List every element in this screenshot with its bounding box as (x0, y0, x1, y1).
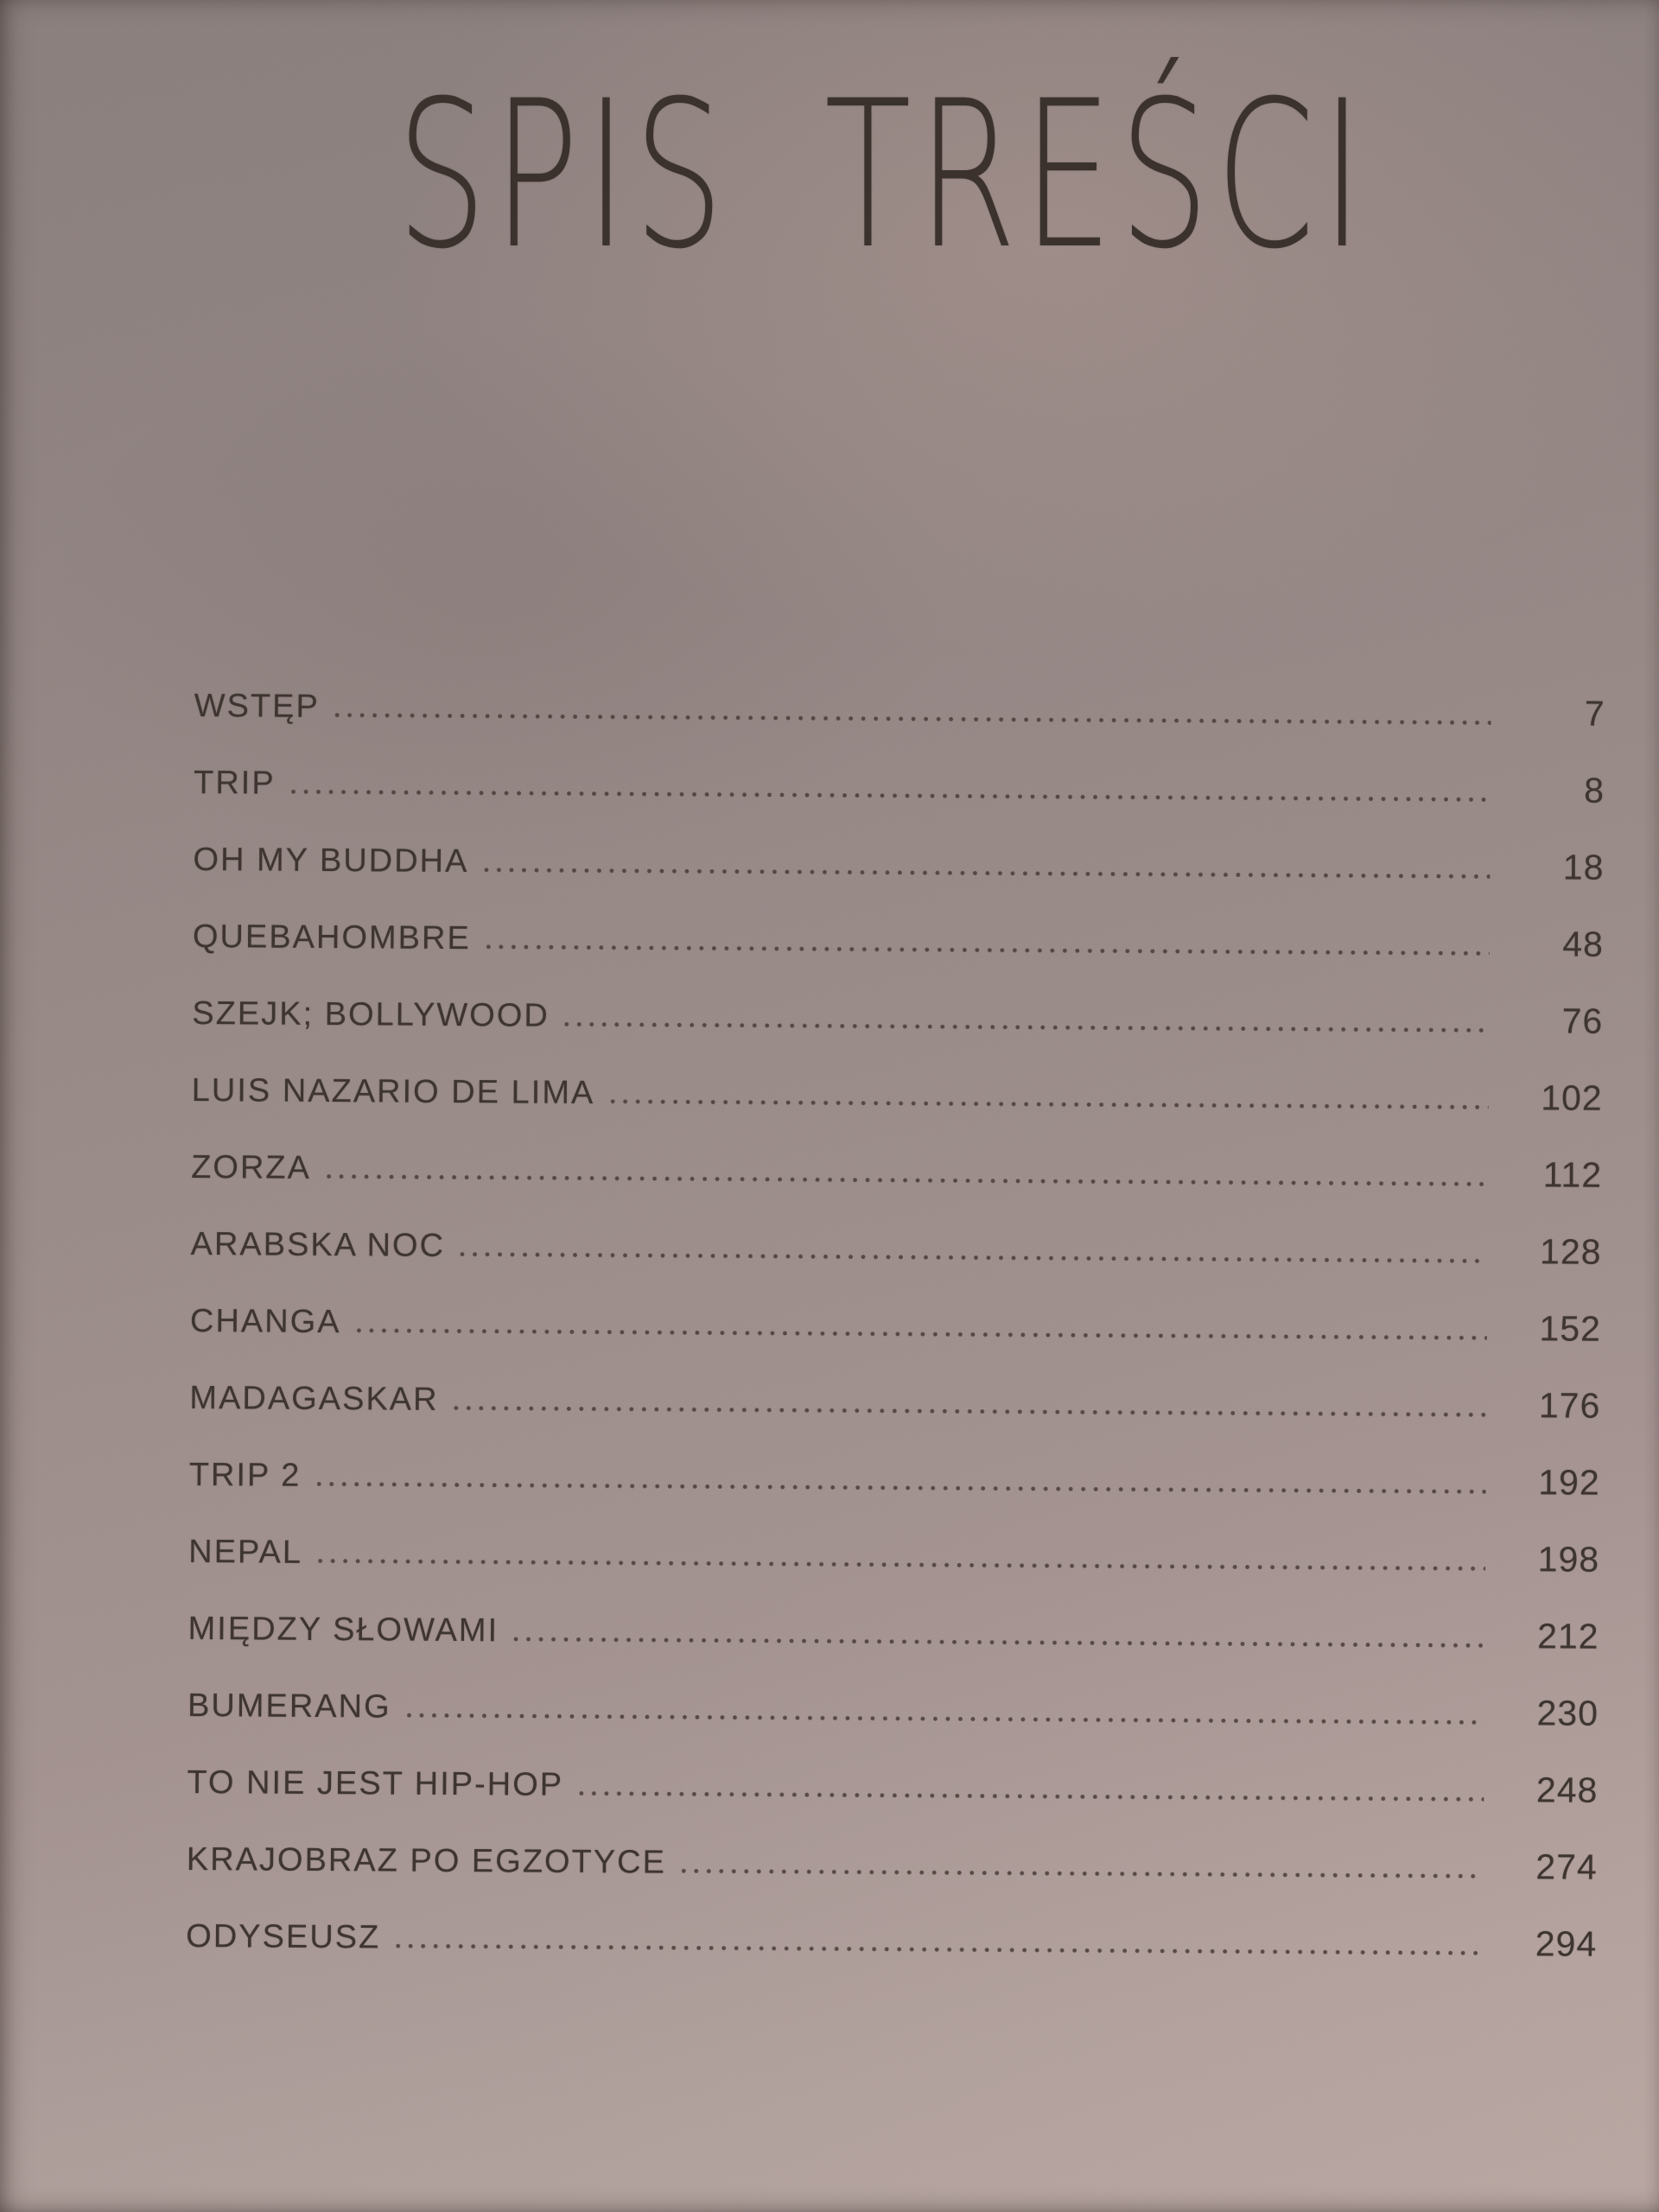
dotted-leader (454, 1406, 1486, 1417)
dotted-leader (356, 1328, 1486, 1340)
dotted-leader (682, 1869, 1484, 1878)
dotted-leader (335, 713, 1491, 725)
toc-entry (188, 1666, 1599, 1752)
toc-entry (187, 1743, 1599, 1829)
toc-entry-page: 192 (1538, 1462, 1600, 1503)
dotted-leader (316, 1482, 1485, 1494)
toc-entry-title: WSTĘP (194, 687, 320, 725)
toc-entry-page: 176 (1538, 1385, 1601, 1426)
toc-entry (188, 1589, 1599, 1675)
dotted-leader (461, 1252, 1488, 1263)
toc-entry-page: 198 (1537, 1539, 1600, 1580)
toc-entry (189, 1435, 1601, 1522)
toc-entry-page: 76 (1561, 1001, 1604, 1041)
toc-entry-title: MIĘDZY SŁOWAMI (188, 1610, 499, 1649)
toc-entry-title: TO NIE JEST HIP-HOP (187, 1764, 564, 1803)
toc-entry-page: 48 (1562, 924, 1605, 964)
dotted-leader (318, 1559, 1485, 1571)
toc-entry (189, 1358, 1601, 1445)
toc-entry-page: 112 (1542, 1154, 1603, 1195)
dotted-leader (486, 944, 1490, 956)
toc-entry (190, 1205, 1602, 1291)
dotted-leader (579, 1791, 1484, 1802)
toc-entry-page: 248 (1535, 1770, 1599, 1810)
toc-entry-page: 18 (1562, 847, 1605, 887)
toc-entry (192, 974, 1604, 1060)
toc-entry-title: ARABSKA NOC (190, 1225, 446, 1264)
toc-entry-title: TRIP 2 (188, 1456, 302, 1494)
toc-entry-page: 274 (1535, 1847, 1598, 1887)
toc-entry-page: 152 (1539, 1308, 1602, 1349)
toc-entry-title: BUMERANG (187, 1687, 391, 1726)
dotted-leader (484, 868, 1490, 879)
dotted-leader (610, 1099, 1488, 1109)
dotted-leader (291, 790, 1491, 802)
toc-entry (187, 1820, 1599, 1906)
toc-entry (194, 743, 1605, 830)
toc-entry (193, 897, 1605, 983)
toc-entry (191, 1051, 1603, 1137)
toc-entry (191, 1128, 1603, 1214)
dotted-leader (565, 1022, 1490, 1033)
toc-entry-page: 128 (1539, 1231, 1602, 1272)
toc-entry-page: 8 (1584, 770, 1605, 810)
toc-entry-title: MADAGASKAR (189, 1379, 439, 1418)
toc-entry-title: SZEJK; BOLLYWOOD (192, 995, 550, 1034)
dotted-leader (407, 1713, 1484, 1725)
table-of-contents (186, 666, 1605, 1983)
toc-entry-title: OH MY BUDDHA (193, 841, 469, 880)
page-title: SPIS TREŚCI (396, 58, 1370, 294)
toc-entry-title: TRIP (193, 764, 276, 802)
dotted-leader (514, 1637, 1485, 1647)
toc-entry-page: 7 (1584, 693, 1605, 734)
toc-entry-title: QUEBAHOMBRE (192, 918, 471, 957)
toc-entry (190, 1281, 1602, 1368)
toc-entry-title: KRAJOBRAZ PO EGZOTYCE (186, 1840, 667, 1881)
toc-entry-title: NEPAL (188, 1533, 303, 1571)
dotted-leader (396, 1944, 1483, 1955)
toc-entry-page: 212 (1537, 1616, 1599, 1656)
toc-entry-page: 230 (1536, 1693, 1599, 1733)
dotted-leader (327, 1174, 1488, 1186)
toc-entry-title: CHANGA (189, 1302, 341, 1341)
toc-entry (186, 1897, 1598, 1983)
toc-entry (188, 1512, 1600, 1599)
toc-entry-page: 102 (1541, 1077, 1603, 1118)
toc-entry-title: ODYSEUSZ (186, 1917, 381, 1956)
toc-entry-title: LUIS NAZARIO DE LIMA (191, 1071, 595, 1112)
toc-entry-title: ZORZA (191, 1148, 312, 1186)
toc-entry (194, 666, 1605, 753)
toc-entry (193, 820, 1605, 906)
toc-entry-page: 294 (1535, 1923, 1598, 1964)
